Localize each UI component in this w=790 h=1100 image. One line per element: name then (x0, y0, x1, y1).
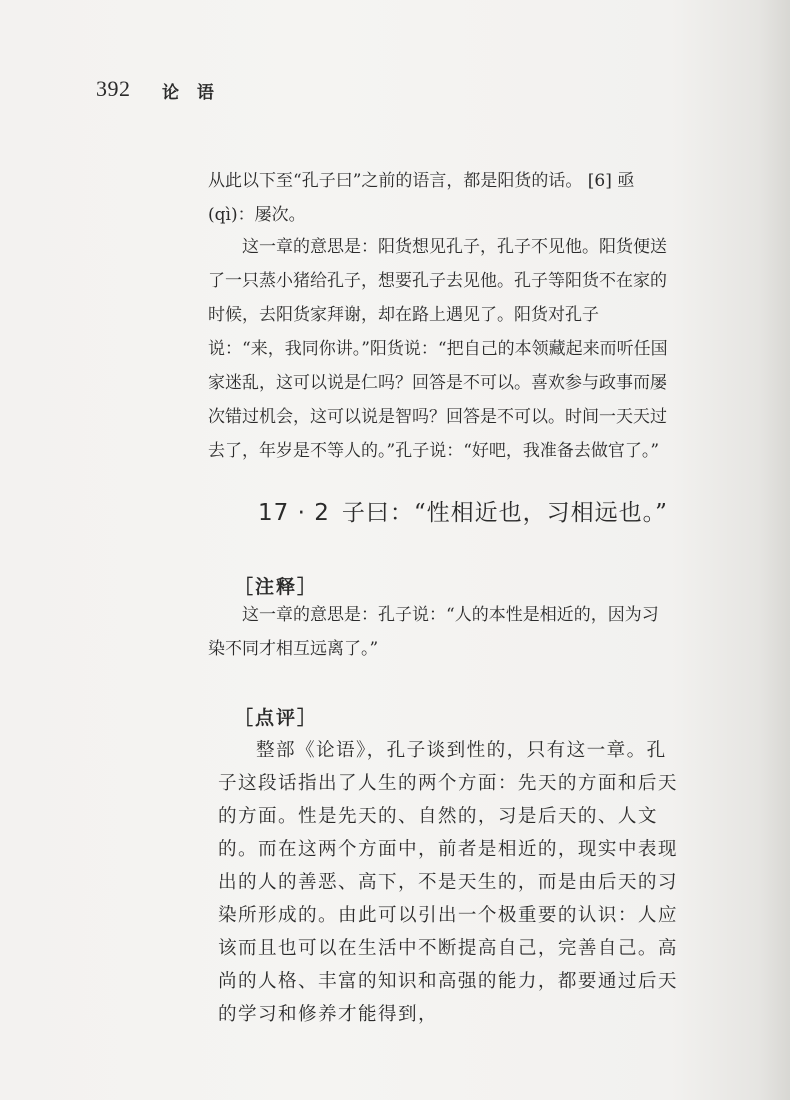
chapter-number: 17 · 2 (258, 500, 330, 526)
chapter-quote: 子曰：“性相近也，习相远也。” (341, 500, 668, 526)
page-number: 392 (96, 76, 131, 101)
chapter-heading (258, 494, 668, 527)
book-title: 论 语 (162, 83, 220, 103)
chapter-explanation-paragraph: 这一章的意思是：阳货想见孔子，孔子不见他。阳货便送了一只蒸小猪给孔子，想要孔子去见他。孔子等阳货不在家的时候，去阳货家拜谢，却在路上遇见了。阳货对孔子说：“来，我同你讲。”阳货说：“把自己的本领藏起来而听任国家迷乱，这可以说是仁吗？回答是不可以。喜欢参与政事而屡次错过机会，这可以说是智吗？回答是不可以。时间一天天过去了，年岁是不等人的。”孔子说：“好吧，我准备去做官了。” (208, 237, 668, 461)
dianping-heading: ［点评］ (234, 707, 319, 729)
dianping-paragraph: 整部《论语》，孔子谈到性的，只有这一章。孔子这段话指出了人生的两个方面：先天的方面和后天的方面。性是先天的、自然的，习是后天的、人文的。而在这两个方面中，前者是相近的，现实中表现出的人的善恶、高下，不是天生的，而是由后天的习染所形成的。由此可以引出一个极重要的认识：人应该而且也可以在生活中不断提高自己，完善自己。高尚的人格、丰富的知识和高强的能力，都要通过后天的学习和修养才能得到， (218, 740, 678, 1025)
zhushi-heading: ［注释］ (234, 576, 319, 598)
annotation-continuation: 从此以下至“孔子曰”之前的语言，都是阳货的话。 [6] 亟 (qì)：屡次。 (208, 171, 635, 225)
zhushi-paragraph: 这一章的意思是：孔子说：“人的本性是相近的，因为习染不同才相互远离了。” (208, 605, 659, 659)
